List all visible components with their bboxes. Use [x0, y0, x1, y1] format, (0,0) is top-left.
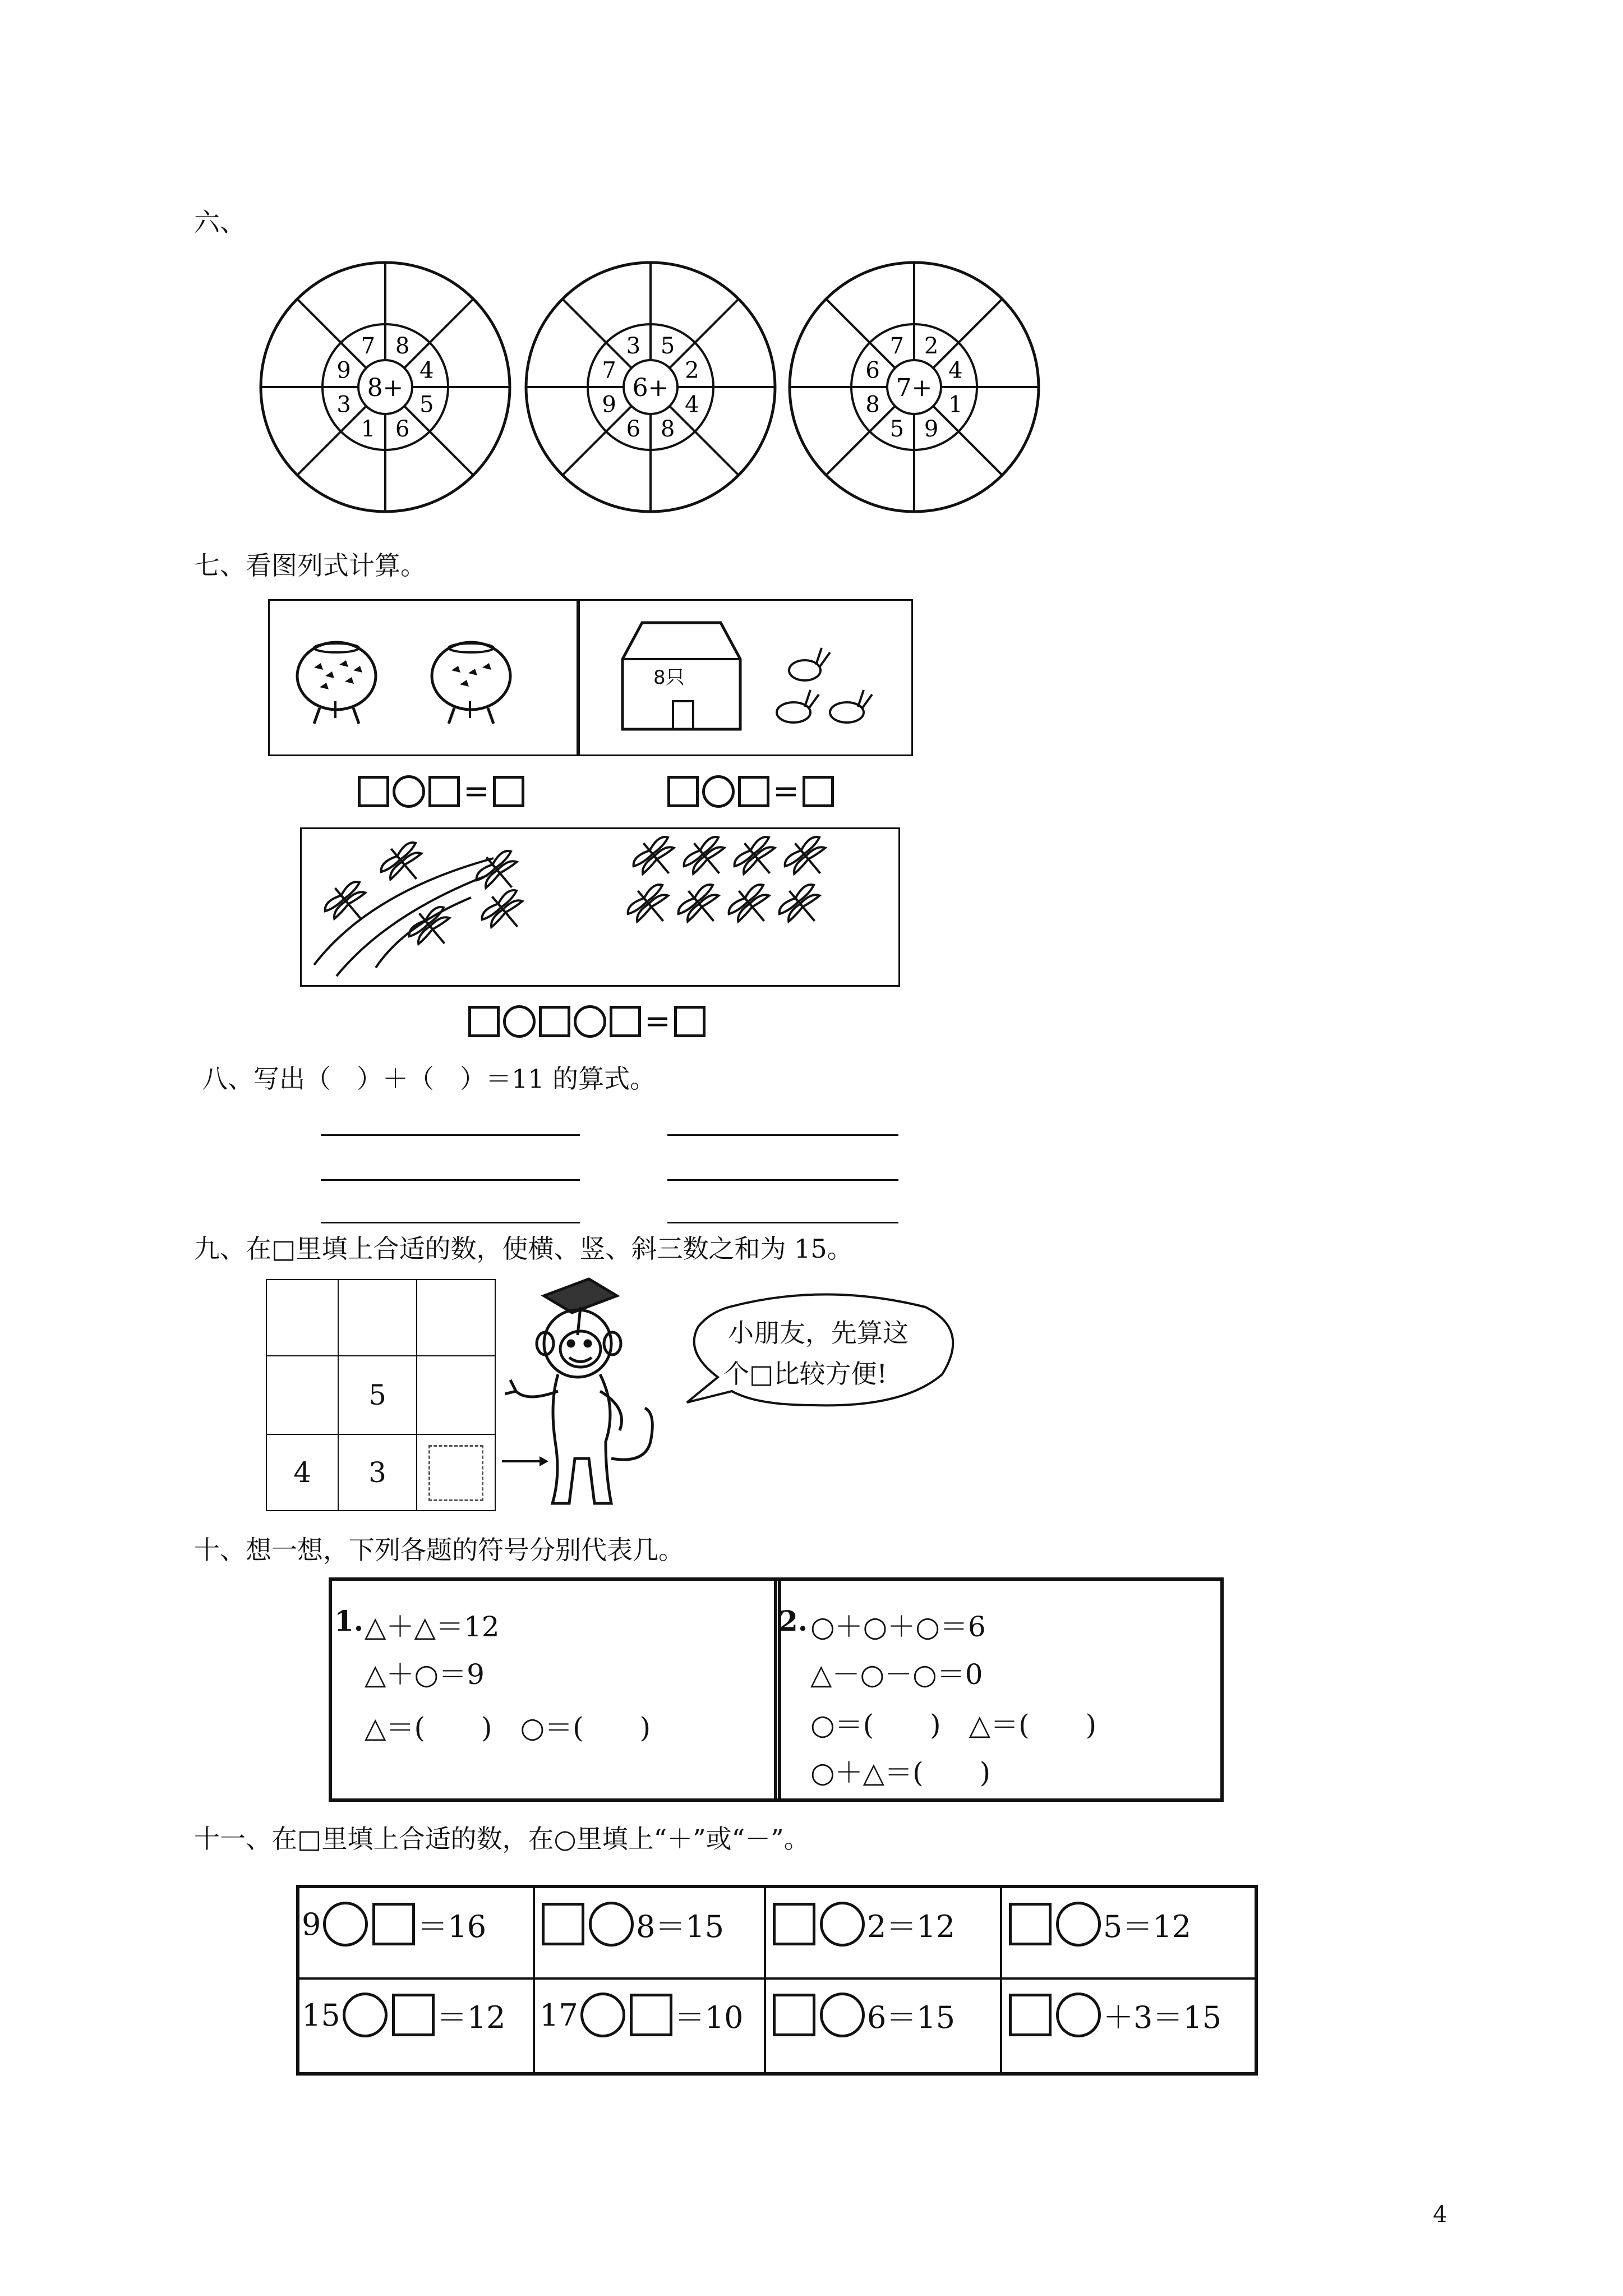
- wheel-number: 1: [948, 392, 963, 418]
- operator-circle[interactable]: [702, 775, 735, 808]
- wheel-answer-slot[interactable]: [547, 406, 581, 440]
- dragonfly-icon: [374, 834, 434, 893]
- answer-line[interactable]: [321, 1179, 580, 1181]
- wheel-number: 5: [419, 392, 434, 418]
- table-divider: [764, 1885, 766, 2072]
- operator-circle[interactable]: [1056, 1993, 1101, 2037]
- dragonfly-icon: [671, 876, 731, 935]
- wheel-number: 3: [336, 392, 351, 418]
- dragonflies-icon: [303, 830, 896, 982]
- wheel-number: 7: [361, 333, 376, 360]
- wheel-answer-slot[interactable]: [933, 284, 967, 318]
- operator-circle[interactable]: [323, 1902, 368, 1947]
- section-10-heading: 十、想一想，下列各题的符号分别代表几。: [194, 1535, 684, 1565]
- answer-box[interactable]: [358, 776, 389, 807]
- wheel-center-label: 7+: [896, 374, 933, 402]
- wheel-number: 4: [948, 357, 963, 384]
- wheel-number: 5: [889, 416, 905, 442]
- wheel-answer-slot[interactable]: [811, 334, 845, 368]
- wheel-answer-slot[interactable]: [282, 406, 316, 440]
- answer-box[interactable]: [468, 1006, 500, 1037]
- fill-in-equation: [302, 1993, 505, 2037]
- table-divider: [296, 1977, 1255, 1980]
- fill-in-equation: [771, 1993, 955, 2037]
- grid-cell[interactable]: [338, 1279, 417, 1356]
- section-6-heading: 六、: [194, 207, 246, 237]
- equation-number: 9: [302, 1906, 321, 1942]
- wheel-number: 8: [865, 392, 880, 418]
- wheel-answer-slot[interactable]: [861, 284, 895, 318]
- problem-1-line-3[interactable]: △＝( ) ○＝( ): [365, 1711, 651, 1744]
- wheel-number: 6: [865, 357, 880, 384]
- wheel-number: 4: [685, 392, 699, 418]
- operator-circle[interactable]: [503, 1005, 536, 1038]
- grid-cell[interactable]: [416, 1355, 496, 1435]
- dragonfly-icon: [772, 876, 832, 935]
- equation-row-2: =: [667, 773, 834, 809]
- page-number: 4: [1433, 2202, 1447, 2228]
- wheel-answer-slot[interactable]: [984, 334, 1017, 368]
- fishbowl-icon: [426, 634, 516, 729]
- fill-in-equation: [302, 1902, 486, 1947]
- wheel-answer-slot[interactable]: [720, 334, 754, 368]
- number-wheel: [526, 263, 775, 512]
- highlighted-cell[interactable]: [428, 1445, 483, 1501]
- wheel-number: 2: [924, 333, 939, 360]
- house-label: 8只: [653, 666, 685, 689]
- operator-circle[interactable]: [820, 1902, 865, 1947]
- table-divider: [1000, 1885, 1002, 2072]
- wheel-answer-slot[interactable]: [404, 284, 438, 318]
- answer-box[interactable]: [773, 1903, 815, 1945]
- number-wheel: [790, 263, 1039, 512]
- operator-circle[interactable]: [393, 775, 425, 808]
- grid-cell[interactable]: [266, 1279, 339, 1356]
- problem-2-line-4[interactable]: ○＋△＝( ): [810, 1756, 991, 1789]
- operator-circle[interactable]: [343, 1993, 388, 2037]
- wheel-number: 9: [602, 392, 616, 418]
- number-wheels: [255, 255, 1052, 519]
- wheel-answer-slot[interactable]: [811, 406, 845, 440]
- answer-box[interactable]: [372, 1903, 415, 1945]
- equation-result: ＝16: [417, 1908, 487, 1944]
- answer-box[interactable]: [428, 776, 460, 807]
- grid-cell: 4: [266, 1434, 339, 1511]
- operator-circle[interactable]: [589, 1902, 634, 1947]
- equation-number: 15: [302, 1997, 340, 2033]
- section-11-heading: 十一、在□里填上合适的数，在○里填上“＋”或“－”。: [194, 1824, 810, 1854]
- grid-cell: 5: [338, 1355, 417, 1435]
- equation-result: 5＝12: [1103, 1908, 1192, 1944]
- speech-bubble-text-1: 小朋友，先算这: [728, 1318, 909, 1348]
- wheel-answer-slot[interactable]: [455, 406, 488, 440]
- dragonfly-icon: [778, 830, 837, 888]
- fill-in-equation: [1007, 1902, 1191, 1947]
- wheel-answer-slot[interactable]: [670, 457, 703, 490]
- wheel-number: 3: [626, 333, 641, 360]
- wheel-number: 1: [361, 416, 376, 442]
- equation-row-1: =: [358, 773, 524, 809]
- grid-cell: 3: [338, 1434, 417, 1511]
- wheel-answer-slot[interactable]: [598, 457, 631, 490]
- monkey-mascot-icon: [505, 1273, 673, 1520]
- dragonfly-icon: [475, 882, 534, 941]
- problem-1-line-1: △＋△＝12: [365, 1611, 500, 1643]
- answer-box[interactable]: [738, 776, 769, 807]
- answer-box[interactable]: [803, 776, 834, 807]
- operator-circle[interactable]: [820, 1993, 865, 2037]
- wheel-number: 8: [660, 416, 675, 442]
- problem-2-line-1: ○＋○＋○＝6: [810, 1611, 986, 1643]
- dragonfly-icon: [677, 830, 736, 888]
- table-divider: [533, 1885, 535, 2072]
- wheel-answer-slot[interactable]: [333, 284, 366, 318]
- answer-line[interactable]: [321, 1222, 580, 1223]
- problem-1-line-2: △＋○＝9: [365, 1658, 485, 1691]
- wheel-answer-slot[interactable]: [720, 406, 754, 440]
- rabbits-icon: [768, 639, 880, 735]
- dragonfly-icon: [318, 873, 377, 932]
- fill-in-equation: [540, 1902, 724, 1947]
- equation-result: 8＝15: [636, 1908, 725, 1944]
- fill-in-equation: [1007, 1993, 1221, 2037]
- fill-in-equation: [771, 1902, 955, 1947]
- answer-box[interactable]: [773, 1994, 815, 2036]
- equation-number: 17: [540, 1997, 578, 2033]
- problem-2-number: 2.: [778, 1604, 808, 1637]
- problem-1-number: 1.: [334, 1604, 364, 1637]
- dragonfly-icon: [621, 876, 680, 935]
- wheel-answer-slot[interactable]: [282, 334, 316, 368]
- section-9-heading: 九、在□里填上合适的数，使横、竖、斜三数之和为 15。: [194, 1234, 853, 1264]
- problem-2-line-3[interactable]: ○＝( ) △＝( ): [810, 1709, 1097, 1741]
- wheel-answer-slot[interactable]: [984, 406, 1017, 440]
- answer-line[interactable]: [667, 1222, 898, 1223]
- answer-box[interactable]: [610, 1006, 641, 1037]
- wheel-answer-slot[interactable]: [670, 284, 703, 318]
- wheel-number: 7: [889, 333, 905, 360]
- wheel-answer-slot[interactable]: [933, 457, 967, 490]
- dragonfly-icon: [469, 843, 529, 901]
- answer-box[interactable]: [630, 1994, 672, 2036]
- grid-cell[interactable]: [416, 1279, 496, 1356]
- fill-in-equation: [540, 1993, 743, 2037]
- answer-box[interactable]: [1009, 1994, 1052, 2036]
- equation-result: ＝12: [436, 1999, 506, 2035]
- answer-box[interactable]: [542, 1903, 584, 1945]
- problem-2-line-2: △－○－○＝0: [810, 1658, 983, 1691]
- answer-box[interactable]: [674, 1006, 706, 1037]
- wheel-center-label: 8+: [367, 374, 404, 402]
- wheel-number: 2: [685, 357, 699, 384]
- number-wheel: [261, 263, 510, 512]
- fishbowl-icon: [292, 634, 381, 729]
- wheel-number: 5: [660, 333, 675, 360]
- operator-circle[interactable]: [1056, 1902, 1101, 1947]
- dragonfly-icon: [722, 876, 781, 935]
- wheel-number: 6: [626, 416, 641, 442]
- wheel-answer-slot[interactable]: [861, 457, 895, 490]
- wheel-answer-slot[interactable]: [547, 334, 581, 368]
- answer-line[interactable]: [321, 1134, 580, 1136]
- wheel-number: 9: [924, 416, 939, 442]
- section-8-heading: 八、写出（ ）＋（ ）＝11 的算式。: [202, 1064, 656, 1094]
- wheel-answer-slot[interactable]: [333, 457, 366, 490]
- answer-box[interactable]: [1009, 1903, 1052, 1945]
- operator-circle[interactable]: [580, 1993, 625, 2037]
- dragonfly-icon: [402, 899, 462, 958]
- answer-box[interactable]: [667, 776, 699, 807]
- answer-line[interactable]: [667, 1179, 898, 1181]
- equation-result: ＋3＝15: [1103, 1999, 1222, 2035]
- wheel-number: 7: [602, 357, 616, 384]
- magic-square-grid: [266, 1279, 496, 1511]
- dragonfly-icon: [727, 830, 787, 888]
- grid-cell[interactable]: [266, 1355, 339, 1435]
- wheel-number: 4: [419, 357, 434, 384]
- operator-circle[interactable]: [574, 1005, 606, 1038]
- wheel-center-label: 6+: [632, 374, 669, 402]
- section-7-heading: 七、看图列式计算。: [194, 550, 426, 581]
- answer-box[interactable]: [493, 776, 524, 807]
- wheel-number: 8: [395, 333, 410, 360]
- speech-bubble-text-2: 个□比较方便!: [723, 1359, 887, 1389]
- equation-row-3: =: [468, 1003, 706, 1039]
- wheel-answer-slot[interactable]: [404, 457, 438, 490]
- dragonfly-icon: [626, 830, 686, 888]
- wheel-number: 6: [395, 416, 410, 442]
- wheel-answer-slot[interactable]: [598, 284, 631, 318]
- answer-line[interactable]: [667, 1134, 898, 1136]
- equation-result: 6＝15: [867, 1999, 956, 2035]
- equation-result: ＝10: [674, 1999, 744, 2035]
- answer-box[interactable]: [392, 1994, 435, 2036]
- wheel-answer-slot[interactable]: [455, 334, 488, 368]
- answer-box[interactable]: [539, 1006, 570, 1037]
- wheel-number: 9: [336, 357, 351, 384]
- equation-result: 2＝12: [867, 1908, 956, 1944]
